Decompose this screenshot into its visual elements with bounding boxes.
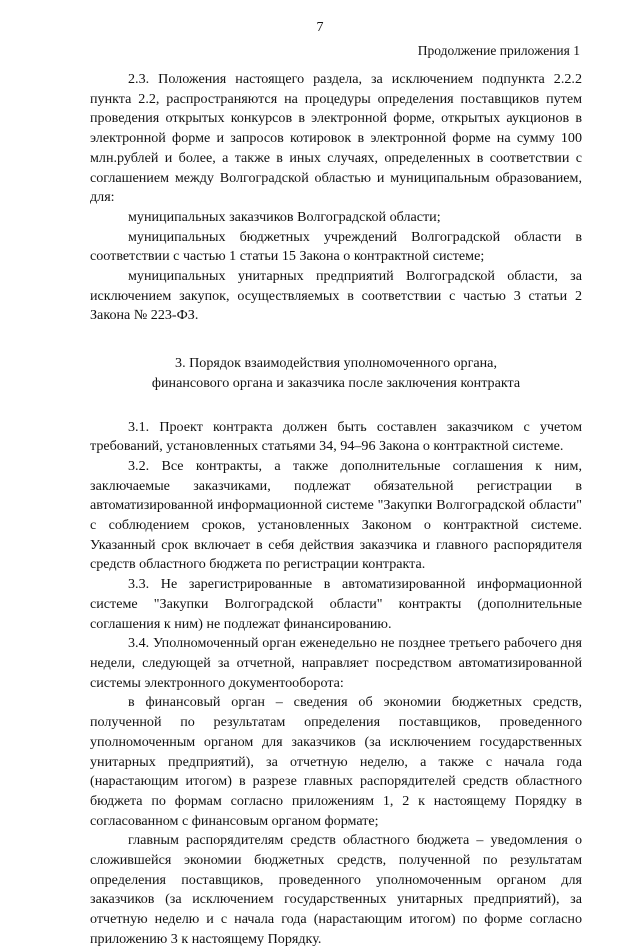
section-3-title: [90, 354, 582, 393]
appendix-continuation-label: Продолжение приложения 1: [417, 43, 580, 58]
list-item-municipal-customers: муниципальных заказчиков Волгоградской области;: [128, 208, 441, 225]
paragraph-3-4: 3.4. Уполномоченный орган еженедельно не позднее третьего рабочего дня недели, следующей за отчетной, направляет посредством автоматизированной системы электронного документооборота:: [90, 635, 582, 691]
section-3-title-line-1: 3. Порядок взаимодействия уполномоченного органа,: [175, 355, 497, 372]
paragraph-3-2: 3.2. Все контракты, а также дополнительные соглашения к ним, заключаемые заказчиками, подлежат обязательной регистрации в автоматизированной информационной системе "Закупки Волгоградской области" с соблюдением сроков, установленных Законом о контрактной системе. Указанный срок включает в себя действия заказчика и главного распорядителя средств областного бюджета по регистрации контракта.: [90, 457, 582, 573]
paragraph-3-4-budget-managers: главным распорядителям средств областного бюджета – уведомления о сложившейся экономии бюджетных средств, полученной по результатам определения поставщиков, проведенного уполномоченным органом для заказчиков (за исключением государственных унитарных предприятий), за отчетную неделю и с начала года (нарастающим итогом) по форме согласно приложению 3 к настоящему Порядку.: [90, 832, 582, 947]
paragraph-3-3: 3.3. Не зарегистрированные в автоматизированной информационной системе "Закупки Волгоградской области" контракты (дополнительные соглашения к ним) не подлежат финансированию.: [90, 576, 582, 632]
section-3-title-line-2: финансового органа и заказчика после заключения контракта: [151, 374, 521, 391]
list-item-budget-institutions: муниципальных бюджетных учреждений Волгоградской области в соответствии с частью 1 статьи 15 Закона о контрактной системе;: [90, 228, 582, 265]
page-number: 7: [316, 20, 324, 35]
paragraph-2-3: 2.3. Положения настоящего раздела, за исключением подпункта 2.2.2 пункта 2.2, распространяются на процедуры определения поставщиков путем проведения открытых конкурсов в электронной форме, открытых аукционов в электронной форме и запросов котировок в электронной форме на сумму 100 млн.рублей и более, а также в иных случаях, определенных в соответствии с соглашением между Волгоградской областью и муниципальным образованием, для:: [90, 71, 582, 206]
list-item-unitary-enterprises: муниципальных унитарных предприятий Волгоградской области, за исключением закупок, осуществляемых в соответствии с частью 3 статьи 2 Закона № 223-ФЗ.: [90, 268, 582, 324]
document-body: [90, 70, 582, 950]
paragraph-3-1: 3.1. Проект контракта должен быть составлен заказчиком с учетом требований, установленных статьями 34, 94–96 Закона о контрактной системе.: [90, 418, 582, 455]
paragraph-3-4-financial-body: в финансовый орган – сведения об экономии бюджетных средств, полученной по результатам определения поставщиков, проведенного уполномоченным органом для заказчиков (за исключением государственных унитарных предприятий), за отчетную неделю, а также с начала года (нарастающим итогом) в разрезе главных распорядителей средств областного бюджета по формам согласно приложениям 1, 2 к настоящему Порядку в согласованном с финансовым органом формате;: [90, 694, 582, 829]
